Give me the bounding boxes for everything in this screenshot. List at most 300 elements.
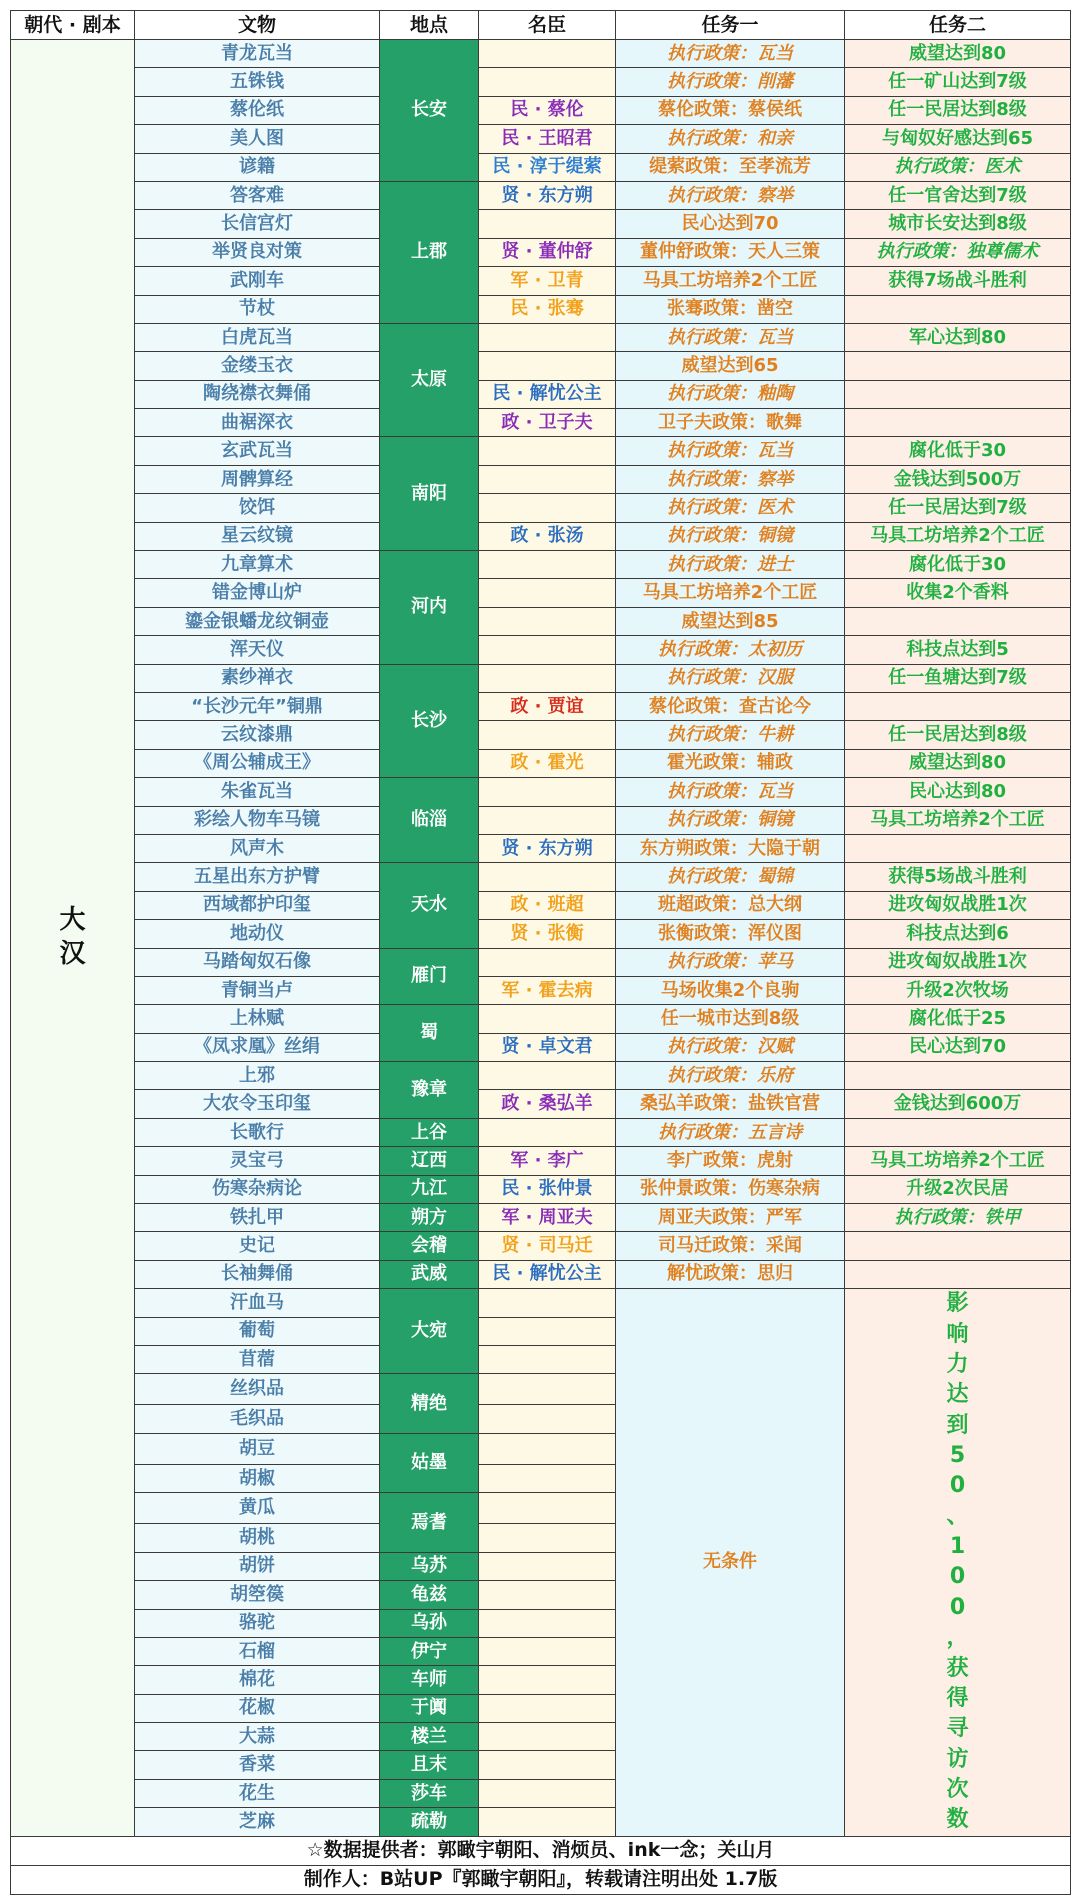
- minister-cell: [479, 1005, 616, 1033]
- minister-cell: [479, 1751, 616, 1779]
- artifact-cell: 长歌行: [135, 1118, 380, 1146]
- location-cell: 雁门: [380, 948, 479, 1005]
- table-row: [11, 778, 1071, 806]
- table-row: [11, 352, 1071, 380]
- minister-cell: [479, 778, 616, 806]
- artifact-cell: 芝麻: [135, 1808, 380, 1836]
- task-one-cell: 执行政策：乐府: [616, 1062, 845, 1090]
- location-cell: 豫章: [380, 1062, 479, 1119]
- task-one-cell: 蔡伦政策：蔡侯纸: [616, 96, 845, 124]
- footer-author-row: [11, 1865, 1071, 1894]
- task-one-cell: 执行政策：瓦当: [616, 778, 845, 806]
- minister-cell: 贤 · 董仲舒: [479, 238, 616, 266]
- artifact-cell: 花生: [135, 1779, 380, 1807]
- task-two-cell: 升级2次民居: [845, 1175, 1071, 1203]
- minister-cell: [479, 806, 616, 834]
- task-one-cell: 执行政策：进士: [616, 551, 845, 579]
- silk-road-task-two-char: 获: [946, 1655, 969, 1681]
- location-cell: 天水: [380, 863, 479, 948]
- dynasty-char: 大: [59, 905, 86, 936]
- silk-road-task-two-char: 、: [946, 1503, 969, 1529]
- artifact-cell: 毛织品: [135, 1405, 380, 1433]
- task-two-cell: [845, 834, 1071, 862]
- artifact-cell: 五铢钱: [135, 68, 380, 96]
- minister-cell: [479, 40, 616, 68]
- minister-cell: [479, 664, 616, 692]
- location-cell: 莎车: [380, 1779, 479, 1807]
- artifact-cell: 青龙瓦当: [135, 40, 380, 68]
- table-row: [11, 636, 1071, 664]
- task-one-cell: 执行政策：察举: [616, 181, 845, 209]
- artifact-cell: 胡饼: [135, 1552, 380, 1580]
- task-two-cell: 任一官舍达到7级: [845, 181, 1071, 209]
- silk-road-task-two-char: 访: [946, 1746, 969, 1772]
- location-cell: 上郡: [380, 181, 479, 323]
- task-two-cell: 民心达到80: [845, 778, 1071, 806]
- header-location: 地点: [380, 11, 479, 40]
- silk-road-task-two-char: 0: [949, 1564, 966, 1590]
- artifact-cell: 美人图: [135, 125, 380, 153]
- task-two-cell: [845, 352, 1071, 380]
- dynasty-cell: [11, 40, 135, 1837]
- table-row: [11, 437, 1071, 465]
- task-two-cell: 任一民居达到7级: [845, 494, 1071, 522]
- artifact-cell: 骆驼: [135, 1609, 380, 1637]
- table-row: [11, 1232, 1071, 1260]
- task-two-cell: 马具工坊培养2个工匠: [845, 1147, 1071, 1175]
- task-one-cell: 任一城市达到8级: [616, 1005, 845, 1033]
- task-two-cell: [845, 380, 1071, 408]
- task-one-cell: 蔡伦政策：查古论今: [616, 692, 845, 720]
- artifact-cell: 史记: [135, 1232, 380, 1260]
- task-one-cell: 解忧政策：思归: [616, 1260, 845, 1288]
- table-row: [11, 494, 1071, 522]
- header-task-one: 任务一: [616, 11, 845, 40]
- artifact-cell: 星云纹镜: [135, 522, 380, 550]
- task-two-cell: 科技点达到5: [845, 636, 1071, 664]
- silk-road-task-two-char: 影: [946, 1291, 969, 1317]
- minister-cell: 贤 · 张衡: [479, 920, 616, 948]
- artifact-cell: 胡箜篌: [135, 1581, 380, 1609]
- table-row: [11, 238, 1071, 266]
- silk-road-task-two-cell: [845, 1289, 1071, 1836]
- task-two-cell: 进攻匈奴战胜1次: [845, 948, 1071, 976]
- minister-cell: 贤 · 东方朔: [479, 181, 616, 209]
- table-row: [11, 1033, 1071, 1061]
- artifact-cell: 朱雀瓦当: [135, 778, 380, 806]
- task-one-cell: 执行政策：五言诗: [616, 1118, 845, 1146]
- minister-cell: [479, 1609, 616, 1637]
- table-row: [11, 579, 1071, 607]
- task-one-cell: 缇萦政策：至孝流芳: [616, 153, 845, 181]
- relic-mission-table: [10, 10, 1071, 1895]
- table-row: [11, 153, 1071, 181]
- task-two-cell: [845, 1062, 1071, 1090]
- minister-cell: 贤 · 卓文君: [479, 1033, 616, 1061]
- minister-cell: [479, 948, 616, 976]
- table-row: [11, 409, 1071, 437]
- location-cell: 长沙: [380, 664, 479, 778]
- task-one-cell: 执行政策：汉服: [616, 664, 845, 692]
- location-cell: 蜀: [380, 1005, 479, 1062]
- location-cell: 伊宁: [380, 1637, 479, 1665]
- location-cell: 车师: [380, 1666, 479, 1694]
- silk-road-task-two-char: 达: [946, 1382, 969, 1408]
- task-one-cell: 董仲舒政策：天人三策: [616, 238, 845, 266]
- task-one-cell: 执行政策：铜镜: [616, 806, 845, 834]
- task-two-cell: 军心达到80: [845, 323, 1071, 351]
- artifact-cell: 鎏金银蟠龙纹铜壶: [135, 607, 380, 635]
- artifact-cell: 举贤良对策: [135, 238, 380, 266]
- artifact-cell: 石榴: [135, 1637, 380, 1665]
- minister-cell: [479, 1405, 616, 1433]
- task-one-cell: 马具工坊培养2个工匠: [616, 579, 845, 607]
- location-cell: 临淄: [380, 778, 479, 863]
- task-one-cell: 张衡政策：浑仪图: [616, 920, 845, 948]
- artifact-cell: 大农令玉印玺: [135, 1090, 380, 1118]
- artifact-cell: 棉花: [135, 1666, 380, 1694]
- artifact-cell: 马踏匈奴石像: [135, 948, 380, 976]
- location-cell: 长安: [380, 40, 479, 182]
- task-one-cell: 执行政策：太初历: [616, 636, 845, 664]
- minister-cell: [479, 636, 616, 664]
- minister-cell: 军 · 卫青: [479, 267, 616, 295]
- minister-cell: 民 · 张仲景: [479, 1175, 616, 1203]
- minister-cell: 贤 · 东方朔: [479, 834, 616, 862]
- artifact-cell: 周髀算经: [135, 465, 380, 493]
- silk-road-task-two-char: 得: [946, 1685, 969, 1711]
- footer-author: 制作人：B站UP『郭瞰宇朝阳』，转载请注明出处 1.7版: [11, 1865, 1071, 1894]
- table-row: [11, 1118, 1071, 1146]
- silk-road-task-two-char: ，: [946, 1625, 969, 1651]
- artifact-cell: 葡萄: [135, 1317, 380, 1345]
- task-two-cell: [845, 1260, 1071, 1288]
- minister-cell: [479, 1062, 616, 1090]
- silk-road-task-two-char: 响: [946, 1321, 969, 1347]
- location-cell: 且末: [380, 1751, 479, 1779]
- location-cell: 会稽: [380, 1232, 479, 1260]
- minister-cell: [479, 352, 616, 380]
- location-cell: 楼兰: [380, 1723, 479, 1751]
- silk-road-task-two-char: 寻: [946, 1716, 969, 1742]
- minister-cell: [479, 1666, 616, 1694]
- minister-cell: [479, 579, 616, 607]
- task-two-cell: [845, 1232, 1071, 1260]
- task-two-cell: 民心达到70: [845, 1033, 1071, 1061]
- silk-road-task-two-char: 到: [946, 1412, 969, 1438]
- minister-cell: 民 · 蔡伦: [479, 96, 616, 124]
- task-two-cell: 任一民居达到8级: [845, 721, 1071, 749]
- task-two-cell: 威望达到80: [845, 749, 1071, 777]
- location-cell: 大宛: [380, 1289, 479, 1374]
- location-cell: 太原: [380, 323, 479, 437]
- table-header-row: [11, 11, 1071, 40]
- footer-credits: ☆数据提供者：郭瞰宇朝阳、消烦员、ink一念；关山月: [11, 1836, 1071, 1865]
- table-row: [11, 806, 1071, 834]
- task-two-cell: 马具工坊培养2个工匠: [845, 806, 1071, 834]
- minister-cell: 军 · 李广: [479, 1147, 616, 1175]
- task-one-cell: 班超政策：总大纲: [616, 891, 845, 919]
- table-row: [11, 1147, 1071, 1175]
- artifact-cell: 上邪: [135, 1062, 380, 1090]
- minister-cell: 政 · 霍光: [479, 749, 616, 777]
- task-one-cell: 威望达到65: [616, 352, 845, 380]
- artifact-cell: 铁扎甲: [135, 1204, 380, 1232]
- artifact-cell: 谚籍: [135, 153, 380, 181]
- task-two-cell: [845, 1118, 1071, 1146]
- task-two-cell: 执行政策：独尊儒术: [845, 238, 1071, 266]
- artifact-cell: 武刚车: [135, 267, 380, 295]
- minister-cell: [479, 1808, 616, 1836]
- artifact-cell: “长沙元年”铜鼎: [135, 692, 380, 720]
- relic-mission-table-sheet: [10, 10, 1071, 1895]
- task-one-cell: 执行政策：铜镜: [616, 522, 845, 550]
- artifact-cell: 玄武瓦当: [135, 437, 380, 465]
- artifact-cell: 素纱禅衣: [135, 664, 380, 692]
- task-two-cell: [845, 409, 1071, 437]
- task-one-cell: 执行政策：蜀锦: [616, 863, 845, 891]
- artifact-cell: 胡桃: [135, 1524, 380, 1552]
- task-two-cell: 科技点达到6: [845, 920, 1071, 948]
- task-one-cell: 执行政策：瓦当: [616, 323, 845, 351]
- minister-cell: [479, 1345, 616, 1373]
- artifact-cell: 蔡伦纸: [135, 96, 380, 124]
- minister-cell: 民 · 解忧公主: [479, 1260, 616, 1288]
- location-cell: 精绝: [380, 1374, 479, 1433]
- task-one-cell: 霍光政策：辅政: [616, 749, 845, 777]
- artifact-cell: 苜蓿: [135, 1345, 380, 1373]
- artifact-cell: 错金博山炉: [135, 579, 380, 607]
- artifact-cell: 青铜当卢: [135, 976, 380, 1004]
- minister-cell: [479, 323, 616, 351]
- table-row: [11, 948, 1071, 976]
- minister-cell: [479, 68, 616, 96]
- task-one-cell: 执行政策：察举: [616, 465, 845, 493]
- task-two-cell: 金钱达到500万: [845, 465, 1071, 493]
- artifact-cell: 灵宝弓: [135, 1147, 380, 1175]
- task-one-cell: 执行政策：瓦当: [616, 437, 845, 465]
- artifact-cell: 五星出东方护臂: [135, 863, 380, 891]
- task-two-cell: 与匈奴好感达到65: [845, 125, 1071, 153]
- minister-cell: [479, 863, 616, 891]
- table-row: [11, 1204, 1071, 1232]
- table-row: [11, 863, 1071, 891]
- artifact-cell: 汗血马: [135, 1289, 380, 1317]
- task-one-cell: 执行政策：和亲: [616, 125, 845, 153]
- location-cell: 疏勒: [380, 1808, 479, 1836]
- table-row: [11, 68, 1071, 96]
- location-cell: 南阳: [380, 437, 479, 551]
- minister-cell: 贤 · 司马迁: [479, 1232, 616, 1260]
- task-one-cell: 威望达到85: [616, 607, 845, 635]
- artifact-cell: 长袖舞俑: [135, 1260, 380, 1288]
- artifact-cell: 九章算术: [135, 551, 380, 579]
- task-two-cell: 获得5场战斗胜利: [845, 863, 1071, 891]
- artifact-cell: 饺饵: [135, 494, 380, 522]
- task-two-cell: 任一民居达到8级: [845, 96, 1071, 124]
- task-one-cell: 马场收集2个良驹: [616, 976, 845, 1004]
- artifact-cell: 伤寒杂病论: [135, 1175, 380, 1203]
- minister-cell: [479, 1289, 616, 1317]
- artifact-cell: 香菜: [135, 1751, 380, 1779]
- task-two-cell: 执行政策：铁甲: [845, 1204, 1071, 1232]
- silk-road-task-two-char: 次: [946, 1776, 969, 1802]
- table-row: [11, 749, 1071, 777]
- artifact-cell: 云纹漆鼎: [135, 721, 380, 749]
- minister-cell: [479, 721, 616, 749]
- location-cell: 于阗: [380, 1694, 479, 1722]
- minister-cell: [479, 1493, 616, 1524]
- task-one-cell: 执行政策：釉陶: [616, 380, 845, 408]
- location-cell: 朔方: [380, 1204, 479, 1232]
- task-two-cell: 腐化低于30: [845, 551, 1071, 579]
- silk-road-task-two-char: 0: [949, 1594, 966, 1620]
- minister-cell: [479, 1374, 616, 1405]
- artifact-cell: 金缕玉衣: [135, 352, 380, 380]
- table-row: [11, 551, 1071, 579]
- task-two-cell: 获得7场战斗胜利: [845, 267, 1071, 295]
- task-two-cell: [845, 607, 1071, 635]
- task-one-cell: 执行政策：苹马: [616, 948, 845, 976]
- artifact-cell: 大蒜: [135, 1723, 380, 1751]
- task-one-cell: 执行政策：医术: [616, 494, 845, 522]
- table-row: [11, 96, 1071, 124]
- minister-cell: [479, 607, 616, 635]
- minister-cell: 政 · 班超: [479, 891, 616, 919]
- minister-cell: [479, 494, 616, 522]
- header-minister: 名臣: [479, 11, 616, 40]
- table-row: [11, 1289, 1071, 1317]
- task-two-cell: 腐化低于25: [845, 1005, 1071, 1033]
- location-cell: 焉耆: [380, 1493, 479, 1552]
- location-cell: 辽西: [380, 1147, 479, 1175]
- task-one-cell: 李广政策：虎射: [616, 1147, 845, 1175]
- location-cell: 武威: [380, 1260, 479, 1288]
- minister-cell: [479, 1118, 616, 1146]
- minister-cell: 政 · 贾谊: [479, 692, 616, 720]
- minister-cell: [479, 1779, 616, 1807]
- artifact-cell: 西域都护印玺: [135, 891, 380, 919]
- table-row: [11, 181, 1071, 209]
- minister-cell: [479, 1524, 616, 1552]
- task-one-cell: 张仲景政策：伤寒杂病: [616, 1175, 845, 1203]
- table-row: [11, 692, 1071, 720]
- table-row: [11, 522, 1071, 550]
- task-two-cell: 升级2次牧场: [845, 976, 1071, 1004]
- table-row: [11, 976, 1071, 1004]
- task-one-cell: 执行政策：汉赋: [616, 1033, 845, 1061]
- minister-cell: 民 · 王昭君: [479, 125, 616, 153]
- dynasty-char: 汉: [59, 938, 86, 969]
- artifact-cell: 浑天仪: [135, 636, 380, 664]
- task-one-cell: 司马迁政策：采闻: [616, 1232, 845, 1260]
- location-cell: 乌苏: [380, 1552, 479, 1580]
- task-two-cell: 腐化低于30: [845, 437, 1071, 465]
- table-row: [11, 125, 1071, 153]
- artifact-cell: 胡椒: [135, 1464, 380, 1492]
- artifact-cell: 上林赋: [135, 1005, 380, 1033]
- table-row: [11, 267, 1071, 295]
- task-one-cell: 卫子夫政策：歌舞: [616, 409, 845, 437]
- silk-road-task-two-char: 1: [949, 1534, 966, 1560]
- task-two-cell: [845, 295, 1071, 323]
- task-two-cell: 任一矿山达到7级: [845, 68, 1071, 96]
- silk-road-task-one-cell: 无条件: [616, 1289, 845, 1836]
- minister-cell: [479, 1637, 616, 1665]
- task-one-cell: 周亚夫政策：严军: [616, 1204, 845, 1232]
- table-row: [11, 1005, 1071, 1033]
- table-row: [11, 607, 1071, 635]
- minister-cell: [479, 1433, 616, 1464]
- minister-cell: 军 · 霍去病: [479, 976, 616, 1004]
- task-one-cell: 民心达到70: [616, 210, 845, 238]
- minister-cell: [479, 1581, 616, 1609]
- minister-cell: 民 · 解忧公主: [479, 380, 616, 408]
- table-body: [11, 40, 1071, 1837]
- task-two-cell: 任一鱼塘达到7级: [845, 664, 1071, 692]
- minister-cell: [479, 1723, 616, 1751]
- table-row: [11, 380, 1071, 408]
- table-row: [11, 40, 1071, 68]
- artifact-cell: 节杖: [135, 295, 380, 323]
- table-row: [11, 295, 1071, 323]
- artifact-cell: 答客难: [135, 181, 380, 209]
- table-row: [11, 1260, 1071, 1288]
- silk-road-task-two-char: 力: [946, 1351, 969, 1377]
- minister-cell: 政 · 桑弘羊: [479, 1090, 616, 1118]
- artifact-cell: 黄瓜: [135, 1493, 380, 1524]
- task-one-cell: 张骞政策：凿空: [616, 295, 845, 323]
- task-two-cell: [845, 692, 1071, 720]
- minister-cell: [479, 551, 616, 579]
- header-task-two: 任务二: [845, 11, 1071, 40]
- artifact-cell: 地动仪: [135, 920, 380, 948]
- task-two-cell: 金钱达到600万: [845, 1090, 1071, 1118]
- minister-cell: 军 · 周亚夫: [479, 1204, 616, 1232]
- minister-cell: [479, 210, 616, 238]
- task-one-cell: 执行政策：瓦当: [616, 40, 845, 68]
- artifact-cell: 曲裾深衣: [135, 409, 380, 437]
- location-cell: 姑墨: [380, 1433, 479, 1492]
- silk-road-task-two-char: 5: [949, 1442, 966, 1468]
- task-two-cell: 威望达到80: [845, 40, 1071, 68]
- task-two-cell: 城市长安达到8级: [845, 210, 1071, 238]
- table-row: [11, 834, 1071, 862]
- task-one-cell: 东方朔政策：大隐于朝: [616, 834, 845, 862]
- artifact-cell: 风声木: [135, 834, 380, 862]
- header-artifact: 文物: [135, 11, 380, 40]
- table-row: [11, 1175, 1071, 1203]
- location-cell: 九江: [380, 1175, 479, 1203]
- artifact-cell: 胡豆: [135, 1433, 380, 1464]
- table-row: [11, 920, 1071, 948]
- table-row: [11, 1090, 1071, 1118]
- minister-cell: [479, 1317, 616, 1345]
- minister-cell: 政 · 卫子夫: [479, 409, 616, 437]
- table-row: [11, 465, 1071, 493]
- location-cell: 河内: [380, 551, 479, 665]
- artifact-cell: 花椒: [135, 1694, 380, 1722]
- artifact-cell: 长信宫灯: [135, 210, 380, 238]
- artifact-cell: 白虎瓦当: [135, 323, 380, 351]
- artifact-cell: 《周公辅成王》: [135, 749, 380, 777]
- artifact-cell: 彩绘人物车马镜: [135, 806, 380, 834]
- task-one-cell: 马具工坊培养2个工匠: [616, 267, 845, 295]
- silk-road-task-two-char: 数: [946, 1807, 969, 1833]
- minister-cell: 政 · 张汤: [479, 522, 616, 550]
- task-one-cell: 执行政策：牛耕: [616, 721, 845, 749]
- location-cell: 乌孙: [380, 1609, 479, 1637]
